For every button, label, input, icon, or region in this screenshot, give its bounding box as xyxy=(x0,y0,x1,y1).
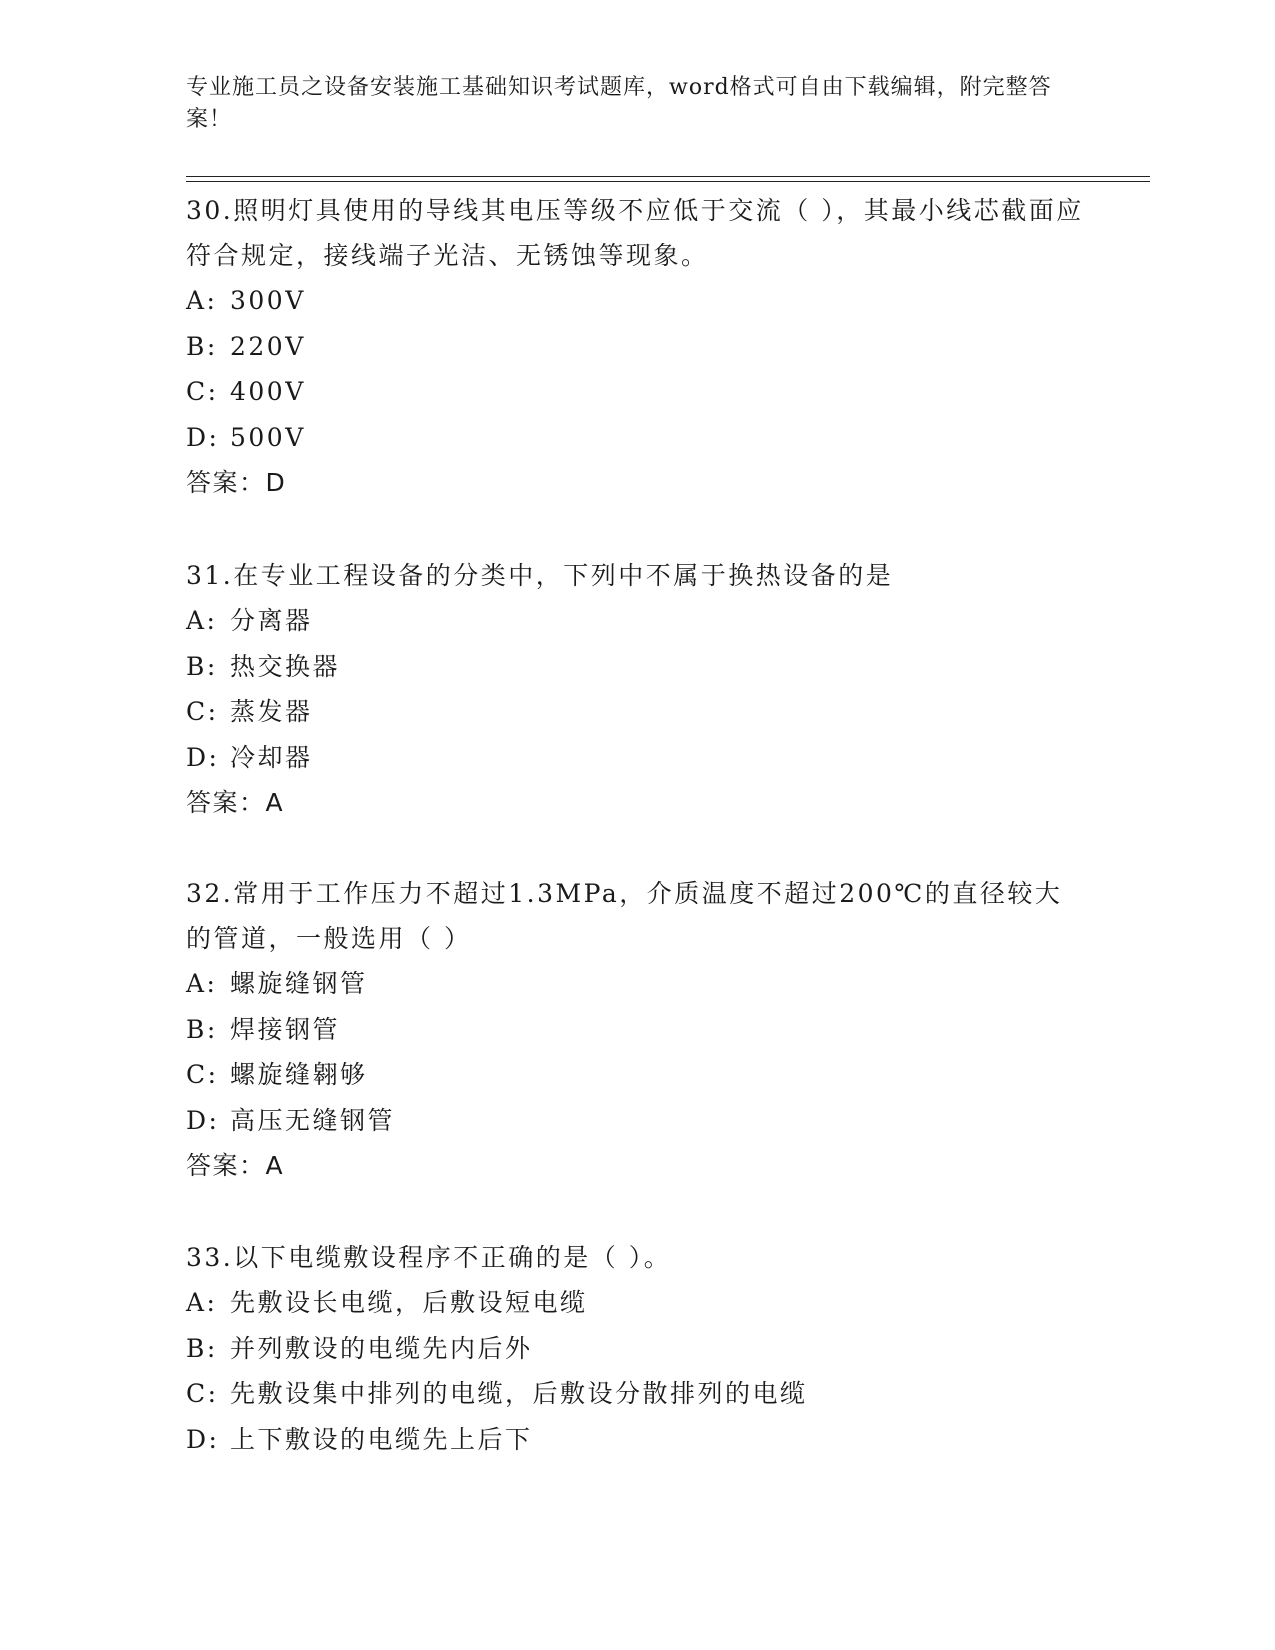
option-letter: D: xyxy=(186,742,220,772)
option-text: 先敷设长电缆，后敷设短电缆 xyxy=(230,1288,588,1317)
question-stem: 33.以下电缆敷设程序不正确的是（ ）。 xyxy=(186,1243,672,1272)
question-30 xyxy=(186,188,1086,505)
option-b xyxy=(186,1007,1086,1053)
option-d xyxy=(186,1098,1086,1144)
option-text: 螺旋缝翱够 xyxy=(230,1060,368,1089)
option-text: 220V xyxy=(230,331,306,361)
option-a xyxy=(186,278,1086,324)
question-32 xyxy=(186,871,1086,1188)
option-a xyxy=(186,1280,1086,1326)
answer: 答案：D xyxy=(186,468,287,497)
option-text: 上下敷设的电缆先上后下 xyxy=(230,1424,533,1454)
option-text: 蒸发器 xyxy=(230,697,313,726)
option-letter: B: xyxy=(186,651,218,681)
option-letter: B: xyxy=(186,1014,218,1044)
option-text: 500V xyxy=(230,422,306,452)
option-text: 300V xyxy=(230,286,306,315)
option-d xyxy=(186,735,1086,781)
answer: 答案：A xyxy=(186,1151,285,1180)
option-text: 螺旋缝钢管 xyxy=(230,969,368,998)
option-c xyxy=(186,1052,1086,1098)
option-text: 高压无缝钢管 xyxy=(230,1105,396,1135)
option-d xyxy=(186,415,1086,461)
option-text: 焊接钢管 xyxy=(230,1014,341,1044)
header-divider-bottom xyxy=(186,181,1150,182)
option-text: 冷却器 xyxy=(230,742,313,772)
option-a xyxy=(186,598,1086,644)
option-c xyxy=(186,369,1086,415)
option-b xyxy=(186,644,1086,690)
option-letter: D: xyxy=(186,1424,220,1454)
option-letter: C: xyxy=(186,1060,219,1089)
option-letter: C: xyxy=(186,697,219,726)
option-letter: A: xyxy=(186,969,218,998)
option-text: 并列敷设的电缆先内后外 xyxy=(230,1333,533,1363)
option-text: 分离器 xyxy=(230,606,313,635)
header-divider-top xyxy=(186,176,1150,177)
option-letter: C: xyxy=(186,377,219,406)
answer: 答案：A xyxy=(186,788,285,817)
option-d xyxy=(186,1417,1086,1463)
option-letter: D: xyxy=(186,1105,220,1135)
option-c xyxy=(186,689,1086,735)
question-stem: 31.在专业工程设备的分类中，下列中不属于换热设备的是 xyxy=(186,561,894,590)
option-b xyxy=(186,324,1086,370)
option-letter: B: xyxy=(186,331,218,361)
option-letter: A: xyxy=(186,286,218,315)
question-31 xyxy=(186,553,1086,825)
option-text: 400V xyxy=(230,377,306,406)
option-letter: B: xyxy=(186,1333,218,1363)
question-stem: 32.常用于工作压力不超过1.3MPa，介质温度不超过200℃的直径较大的管道，一般选用（ ） xyxy=(186,879,1063,953)
option-letter: A: xyxy=(186,606,218,635)
option-letter: D: xyxy=(186,422,220,452)
document-header: 专业施工员之设备安装施工基础知识考试题库，word格式可自由下载编辑，附完整答案！ xyxy=(186,75,1052,132)
option-text: 热交换器 xyxy=(230,651,341,681)
question-stem: 30.照明灯具使用的导线其电压等级不应低于交流（ ），其最小线芯截面应符合规定，接线端子光洁、无锈蚀等现象。 xyxy=(186,196,1084,270)
option-c xyxy=(186,1371,1086,1417)
option-b xyxy=(186,1326,1086,1372)
option-a xyxy=(186,961,1086,1007)
question-33 xyxy=(186,1235,1086,1462)
option-letter: C: xyxy=(186,1379,219,1408)
option-text: 先敷设集中排列的电缆，后敷设分散排列的电缆 xyxy=(230,1379,808,1408)
option-letter: A: xyxy=(186,1288,218,1317)
